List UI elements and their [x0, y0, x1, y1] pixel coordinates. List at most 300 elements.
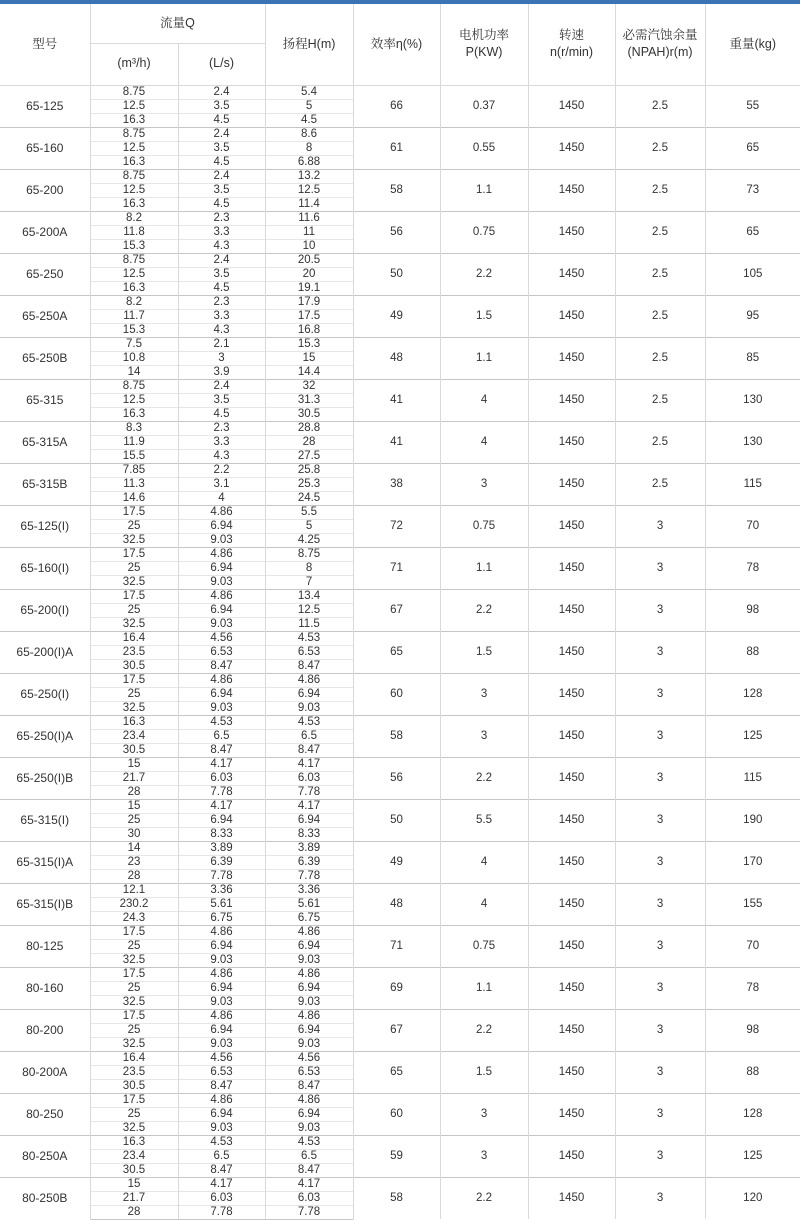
flow-ls-cell: 7.78	[178, 869, 265, 883]
speed-cell: 1450	[528, 589, 615, 631]
model-cell: 65-250(I)	[0, 673, 90, 715]
table-row	[0, 967, 800, 981]
flow-ls-cell: 4.56	[178, 1051, 265, 1065]
flow-ls-cell: 4.53	[178, 1135, 265, 1149]
efficiency-cell: 58	[353, 1177, 440, 1219]
efficiency-cell: 49	[353, 295, 440, 337]
power-cell: 1.5	[440, 1051, 528, 1093]
power-cell: 1.5	[440, 295, 528, 337]
flow-ls-cell: 4.5	[178, 407, 265, 421]
flow-m3h-cell: 25	[90, 981, 178, 995]
head-cell: 5	[265, 99, 353, 113]
flow-ls-cell: 4.17	[178, 757, 265, 771]
head-cell: 5.5	[265, 505, 353, 519]
head-cell: 4.53	[265, 715, 353, 729]
flow-ls-cell: 3.9	[178, 365, 265, 379]
head-cell: 6.94	[265, 1023, 353, 1037]
efficiency-cell: 50	[353, 799, 440, 841]
npsh-cell: 3	[615, 1135, 705, 1177]
head-cell: 7.78	[265, 869, 353, 883]
flow-ls-cell: 2.4	[178, 169, 265, 183]
header-row-top	[0, 4, 800, 43]
flow-m3h-cell: 16.3	[90, 281, 178, 295]
weight-cell: 170	[705, 841, 800, 883]
head-cell: 12.5	[265, 603, 353, 617]
speed-cell: 1450	[528, 169, 615, 211]
efficiency-cell: 48	[353, 883, 440, 925]
head-cell: 9.03	[265, 1121, 353, 1135]
flow-ls-cell: 2.4	[178, 253, 265, 267]
model-cell: 80-200A	[0, 1051, 90, 1093]
weight-cell: 155	[705, 883, 800, 925]
table-row	[0, 1051, 800, 1065]
table-row	[0, 1177, 800, 1191]
weight-cell: 73	[705, 169, 800, 211]
flow-ls-cell: 5.61	[178, 897, 265, 911]
head-cell: 11	[265, 225, 353, 239]
head-cell: 11.5	[265, 617, 353, 631]
header-weight: 重量(kg)	[705, 4, 800, 85]
power-cell: 2.2	[440, 1177, 528, 1219]
flow-ls-cell: 6.5	[178, 729, 265, 743]
speed-cell: 1450	[528, 1009, 615, 1051]
head-cell: 4.86	[265, 1009, 353, 1023]
flow-m3h-cell: 17.5	[90, 589, 178, 603]
flow-ls-cell: 2.3	[178, 295, 265, 309]
flow-ls-cell: 8.47	[178, 1079, 265, 1093]
weight-cell: 125	[705, 715, 800, 757]
flow-m3h-cell: 32.5	[90, 995, 178, 1009]
head-cell: 9.03	[265, 953, 353, 967]
flow-m3h-cell: 7.85	[90, 463, 178, 477]
flow-ls-cell: 6.94	[178, 813, 265, 827]
head-cell: 8.75	[265, 547, 353, 561]
flow-m3h-cell: 28	[90, 785, 178, 799]
efficiency-cell: 48	[353, 337, 440, 379]
flow-m3h-cell: 23	[90, 855, 178, 869]
head-cell: 4.86	[265, 1093, 353, 1107]
npsh-cell: 2.5	[615, 211, 705, 253]
flow-m3h-cell: 16.3	[90, 407, 178, 421]
flow-m3h-cell: 12.5	[90, 393, 178, 407]
table-row	[0, 589, 800, 603]
table-row	[0, 85, 800, 99]
model-cell: 65-200(I)	[0, 589, 90, 631]
flow-m3h-cell: 16.4	[90, 1051, 178, 1065]
flow-m3h-cell: 8.75	[90, 169, 178, 183]
flow-m3h-cell: 17.5	[90, 1009, 178, 1023]
flow-m3h-cell: 25	[90, 603, 178, 617]
speed-cell: 1450	[528, 673, 615, 715]
flow-m3h-cell: 17.5	[90, 1093, 178, 1107]
header-flow: 流量Q	[90, 4, 265, 43]
table-row	[0, 421, 800, 435]
efficiency-cell: 58	[353, 169, 440, 211]
flow-ls-cell: 8.47	[178, 1163, 265, 1177]
flow-m3h-cell: 11.3	[90, 477, 178, 491]
flow-m3h-cell: 21.7	[90, 771, 178, 785]
table-header	[0, 4, 800, 85]
model-cell: 65-200(I)A	[0, 631, 90, 673]
efficiency-cell: 67	[353, 589, 440, 631]
head-cell: 24.5	[265, 491, 353, 505]
head-cell: 6.94	[265, 1107, 353, 1121]
table-row	[0, 505, 800, 519]
flow-m3h-cell: 30	[90, 827, 178, 841]
efficiency-cell: 41	[353, 379, 440, 421]
npsh-cell: 2.5	[615, 463, 705, 505]
flow-m3h-cell: 17.5	[90, 505, 178, 519]
head-cell: 4.86	[265, 925, 353, 939]
table-row	[0, 379, 800, 393]
power-cell: 1.1	[440, 337, 528, 379]
speed-cell: 1450	[528, 631, 615, 673]
flow-m3h-cell: 10.8	[90, 351, 178, 365]
flow-m3h-cell: 8.2	[90, 211, 178, 225]
head-cell: 12.5	[265, 183, 353, 197]
flow-ls-cell: 4.86	[178, 505, 265, 519]
model-cell: 65-250(I)A	[0, 715, 90, 757]
header-speed	[528, 4, 615, 85]
flow-m3h-cell: 23.4	[90, 729, 178, 743]
flow-m3h-cell: 15.3	[90, 323, 178, 337]
power-cell: 3	[440, 1135, 528, 1177]
head-cell: 6.88	[265, 155, 353, 169]
model-cell: 65-315(I)	[0, 799, 90, 841]
flow-ls-cell: 4	[178, 491, 265, 505]
power-cell: 1.1	[440, 169, 528, 211]
flow-ls-cell: 3.36	[178, 883, 265, 897]
flow-ls-cell: 8.33	[178, 827, 265, 841]
head-cell: 9.03	[265, 995, 353, 1009]
flow-m3h-cell: 24.3	[90, 911, 178, 925]
flow-ls-cell: 3.5	[178, 393, 265, 407]
head-cell: 6.94	[265, 687, 353, 701]
head-cell: 4.86	[265, 967, 353, 981]
npsh-cell: 2.5	[615, 421, 705, 463]
flow-ls-cell: 9.03	[178, 995, 265, 1009]
head-cell: 13.2	[265, 169, 353, 183]
flow-m3h-cell: 25	[90, 519, 178, 533]
flow-m3h-cell: 16.3	[90, 715, 178, 729]
efficiency-cell: 38	[353, 463, 440, 505]
flow-m3h-cell: 32.5	[90, 1121, 178, 1135]
flow-m3h-cell: 23.4	[90, 1149, 178, 1163]
model-cell: 65-160(I)	[0, 547, 90, 589]
flow-ls-cell: 6.94	[178, 939, 265, 953]
weight-cell: 115	[705, 463, 800, 505]
flow-ls-cell: 9.03	[178, 953, 265, 967]
flow-m3h-cell: 11.9	[90, 435, 178, 449]
flow-m3h-cell: 30.5	[90, 743, 178, 757]
flow-m3h-cell: 8.2	[90, 295, 178, 309]
npsh-cell: 2.5	[615, 253, 705, 295]
head-cell: 3.89	[265, 841, 353, 855]
npsh-cell: 3	[615, 925, 705, 967]
flow-ls-cell: 8.47	[178, 659, 265, 673]
weight-cell: 95	[705, 295, 800, 337]
flow-m3h-cell: 25	[90, 939, 178, 953]
head-cell: 17.9	[265, 295, 353, 309]
head-cell: 6.5	[265, 729, 353, 743]
efficiency-cell: 65	[353, 631, 440, 673]
flow-m3h-cell: 12.1	[90, 883, 178, 897]
flow-ls-cell: 4.17	[178, 799, 265, 813]
flow-m3h-cell: 16.4	[90, 631, 178, 645]
model-cell: 80-160	[0, 967, 90, 1009]
efficiency-cell: 50	[353, 253, 440, 295]
flow-ls-cell: 3.1	[178, 477, 265, 491]
flow-m3h-cell: 12.5	[90, 99, 178, 113]
npsh-cell: 3	[615, 757, 705, 799]
weight-cell: 88	[705, 1051, 800, 1093]
flow-m3h-cell: 15	[90, 799, 178, 813]
flow-m3h-cell: 11.8	[90, 225, 178, 239]
flow-ls-cell: 6.53	[178, 645, 265, 659]
flow-ls-cell: 4.86	[178, 547, 265, 561]
flow-m3h-cell: 32.5	[90, 533, 178, 547]
efficiency-cell: 61	[353, 127, 440, 169]
head-cell: 6.03	[265, 771, 353, 785]
flow-ls-cell: 4.17	[178, 1177, 265, 1191]
weight-cell: 85	[705, 337, 800, 379]
header-power-line2: P(KW)	[465, 45, 503, 60]
header-flow-ls: (L/s)	[178, 43, 265, 85]
head-cell: 4.5	[265, 113, 353, 127]
efficiency-cell: 60	[353, 1093, 440, 1135]
head-cell: 4.53	[265, 631, 353, 645]
flow-ls-cell: 4.86	[178, 925, 265, 939]
flow-ls-cell: 3.5	[178, 183, 265, 197]
flow-m3h-cell: 12.5	[90, 183, 178, 197]
header-flow-m3h: (m³/h)	[90, 43, 178, 85]
weight-cell: 125	[705, 1135, 800, 1177]
power-cell: 4	[440, 841, 528, 883]
power-cell: 3	[440, 715, 528, 757]
flow-ls-cell: 6.94	[178, 603, 265, 617]
power-cell: 4	[440, 379, 528, 421]
npsh-cell: 3	[615, 1177, 705, 1219]
weight-cell: 78	[705, 967, 800, 1009]
npsh-cell: 3	[615, 1009, 705, 1051]
speed-cell: 1450	[528, 841, 615, 883]
model-cell: 65-315	[0, 379, 90, 421]
flow-ls-cell: 4.5	[178, 197, 265, 211]
flow-m3h-cell: 25	[90, 561, 178, 575]
flow-m3h-cell: 28	[90, 1205, 178, 1219]
flow-m3h-cell: 14	[90, 365, 178, 379]
head-cell: 28	[265, 435, 353, 449]
head-cell: 32	[265, 379, 353, 393]
model-cell: 65-315B	[0, 463, 90, 505]
model-cell: 80-250	[0, 1093, 90, 1135]
head-cell: 17.5	[265, 309, 353, 323]
weight-cell: 128	[705, 1093, 800, 1135]
speed-cell: 1450	[528, 1177, 615, 1219]
power-cell: 0.75	[440, 925, 528, 967]
head-cell: 4.53	[265, 1135, 353, 1149]
speed-cell: 1450	[528, 253, 615, 295]
table-row	[0, 1093, 800, 1107]
head-cell: 4.17	[265, 1177, 353, 1191]
power-cell: 0.37	[440, 85, 528, 127]
efficiency-cell: 66	[353, 85, 440, 127]
spec-table-body	[0, 85, 800, 1219]
head-cell: 3.36	[265, 883, 353, 897]
flow-m3h-cell: 23.5	[90, 1065, 178, 1079]
model-cell: 65-250A	[0, 295, 90, 337]
power-cell: 1.1	[440, 547, 528, 589]
table-row	[0, 463, 800, 477]
power-cell: 4	[440, 883, 528, 925]
head-cell: 8	[265, 141, 353, 155]
table-row	[0, 1009, 800, 1023]
model-cell: 65-315(I)B	[0, 883, 90, 925]
efficiency-cell: 41	[353, 421, 440, 463]
speed-cell: 1450	[528, 1093, 615, 1135]
table-row	[0, 673, 800, 687]
flow-m3h-cell: 25	[90, 1023, 178, 1037]
table-row	[0, 841, 800, 855]
flow-m3h-cell: 16.3	[90, 1135, 178, 1149]
speed-cell: 1450	[528, 757, 615, 799]
flow-m3h-cell: 25	[90, 687, 178, 701]
model-cell: 65-315(I)A	[0, 841, 90, 883]
head-cell: 8.47	[265, 1163, 353, 1177]
flow-ls-cell: 3.3	[178, 309, 265, 323]
head-cell: 6.94	[265, 813, 353, 827]
head-cell: 16.8	[265, 323, 353, 337]
flow-m3h-cell: 8.75	[90, 253, 178, 267]
flow-ls-cell: 6.03	[178, 771, 265, 785]
flow-m3h-cell: 15.3	[90, 239, 178, 253]
efficiency-cell: 49	[353, 841, 440, 883]
head-cell: 4.17	[265, 799, 353, 813]
power-cell: 2.2	[440, 253, 528, 295]
efficiency-cell: 71	[353, 925, 440, 967]
power-cell: 1.5	[440, 631, 528, 673]
head-cell: 5.4	[265, 85, 353, 99]
head-cell: 27.5	[265, 449, 353, 463]
speed-cell: 1450	[528, 211, 615, 253]
flow-m3h-cell: 23.5	[90, 645, 178, 659]
table-row	[0, 169, 800, 183]
efficiency-cell: 56	[353, 757, 440, 799]
table-row	[0, 799, 800, 813]
flow-m3h-cell: 17.5	[90, 967, 178, 981]
flow-ls-cell: 3.5	[178, 141, 265, 155]
table-row	[0, 715, 800, 729]
head-cell: 6.94	[265, 939, 353, 953]
table-row	[0, 547, 800, 561]
flow-ls-cell: 6.39	[178, 855, 265, 869]
flow-ls-cell: 4.86	[178, 967, 265, 981]
model-cell: 65-250B	[0, 337, 90, 379]
flow-ls-cell: 8.47	[178, 743, 265, 757]
head-cell: 8.47	[265, 659, 353, 673]
model-cell: 65-125(I)	[0, 505, 90, 547]
flow-m3h-cell: 21.7	[90, 1191, 178, 1205]
head-cell: 8.33	[265, 827, 353, 841]
header-speed-line2: n(r/min)	[549, 45, 594, 60]
weight-cell: 130	[705, 421, 800, 463]
head-cell: 20	[265, 267, 353, 281]
flow-ls-cell: 4.5	[178, 281, 265, 295]
npsh-cell: 2.5	[615, 169, 705, 211]
flow-ls-cell: 3.89	[178, 841, 265, 855]
header-speed-line1: 转速	[559, 27, 585, 42]
flow-ls-cell: 6.5	[178, 1149, 265, 1163]
weight-cell: 88	[705, 631, 800, 673]
head-cell: 25.3	[265, 477, 353, 491]
flow-ls-cell: 9.03	[178, 1121, 265, 1135]
flow-m3h-cell: 8.75	[90, 85, 178, 99]
flow-ls-cell: 6.94	[178, 981, 265, 995]
weight-cell: 65	[705, 127, 800, 169]
flow-m3h-cell: 32.5	[90, 953, 178, 967]
table-row	[0, 253, 800, 267]
npsh-cell: 3	[615, 631, 705, 673]
speed-cell: 1450	[528, 127, 615, 169]
model-cell: 80-250B	[0, 1177, 90, 1219]
flow-m3h-cell: 15.5	[90, 449, 178, 463]
head-cell: 15.3	[265, 337, 353, 351]
power-cell: 2.2	[440, 589, 528, 631]
flow-ls-cell: 2.4	[178, 85, 265, 99]
flow-m3h-cell: 32.5	[90, 575, 178, 589]
flow-m3h-cell: 17.5	[90, 925, 178, 939]
flow-ls-cell: 4.5	[178, 113, 265, 127]
flow-m3h-cell: 14.6	[90, 491, 178, 505]
npsh-cell: 2.5	[615, 295, 705, 337]
speed-cell: 1450	[528, 925, 615, 967]
flow-ls-cell: 9.03	[178, 617, 265, 631]
head-cell: 6.53	[265, 1065, 353, 1079]
head-cell: 30.5	[265, 407, 353, 421]
flow-m3h-cell: 32.5	[90, 617, 178, 631]
speed-cell: 1450	[528, 421, 615, 463]
flow-ls-cell: 3.3	[178, 225, 265, 239]
flow-ls-cell: 6.94	[178, 561, 265, 575]
head-cell: 6.03	[265, 1191, 353, 1205]
head-cell: 5.61	[265, 897, 353, 911]
npsh-cell: 3	[615, 841, 705, 883]
flow-ls-cell: 4.3	[178, 323, 265, 337]
header-head: 扬程H(m)	[265, 4, 353, 85]
efficiency-cell: 72	[353, 505, 440, 547]
flow-ls-cell: 3.3	[178, 435, 265, 449]
head-cell: 9.03	[265, 1037, 353, 1051]
npsh-cell: 2.5	[615, 379, 705, 421]
flow-ls-cell: 2.2	[178, 463, 265, 477]
flow-ls-cell: 4.86	[178, 589, 265, 603]
head-cell: 15	[265, 351, 353, 365]
header-power-line1: 电机功率	[459, 27, 510, 42]
flow-ls-cell: 4.3	[178, 449, 265, 463]
head-cell: 7.78	[265, 1205, 353, 1219]
header-efficiency: 效率η(%)	[353, 4, 440, 85]
flow-m3h-cell: 30.5	[90, 659, 178, 673]
head-cell: 25.8	[265, 463, 353, 477]
flow-ls-cell: 2.3	[178, 421, 265, 435]
table-row	[0, 337, 800, 351]
flow-ls-cell: 6.94	[178, 687, 265, 701]
flow-m3h-cell: 12.5	[90, 267, 178, 281]
npsh-cell: 3	[615, 715, 705, 757]
flow-m3h-cell: 32.5	[90, 701, 178, 715]
flow-ls-cell: 6.75	[178, 911, 265, 925]
head-cell: 8.47	[265, 1079, 353, 1093]
